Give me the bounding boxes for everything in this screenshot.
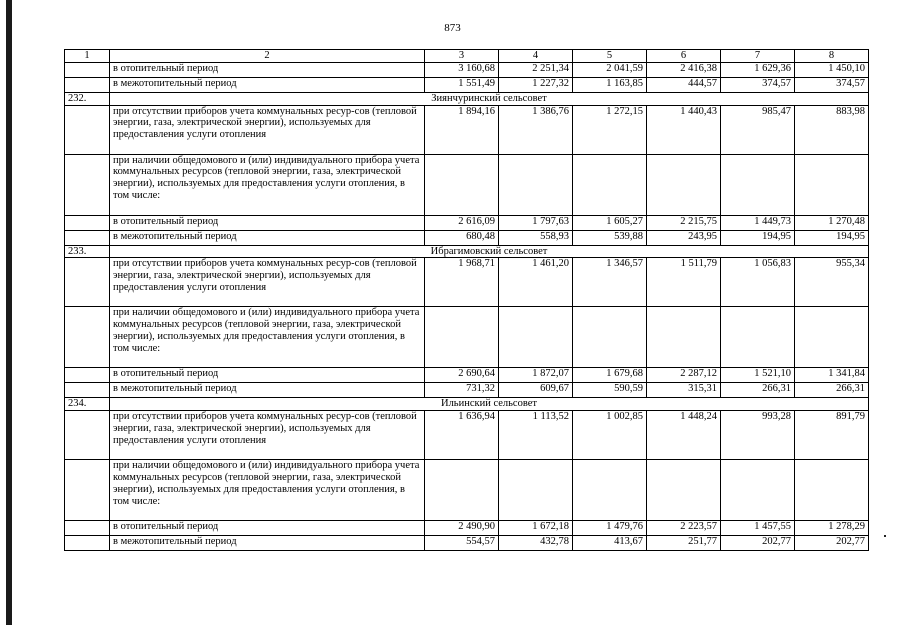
row-number bbox=[65, 411, 110, 460]
value-cell: 1 457,55 bbox=[721, 521, 795, 536]
value-cell: 955,34 bbox=[795, 258, 869, 307]
table-row bbox=[65, 460, 869, 521]
column-header: 8 bbox=[795, 50, 869, 63]
value-cell bbox=[647, 460, 721, 521]
column-header: 4 bbox=[499, 50, 573, 63]
value-cell: 1 272,15 bbox=[573, 105, 647, 154]
value-cell: 2 490,90 bbox=[425, 521, 499, 536]
value-cell: 1 672,18 bbox=[499, 521, 573, 536]
row-number bbox=[65, 460, 110, 521]
value-cell: 243,95 bbox=[647, 230, 721, 245]
row-description: в отопительный период bbox=[110, 521, 425, 536]
value-cell: 1 629,36 bbox=[721, 62, 795, 77]
value-cell: 1 636,94 bbox=[425, 411, 499, 460]
value-cell: 374,57 bbox=[721, 77, 795, 92]
row-number bbox=[65, 521, 110, 536]
row-number: 233. bbox=[65, 245, 110, 258]
column-number-row bbox=[65, 50, 869, 63]
table-row bbox=[65, 77, 869, 92]
value-cell: 731,32 bbox=[425, 383, 499, 398]
value-cell: 1 440,43 bbox=[647, 105, 721, 154]
value-cell: 202,77 bbox=[795, 536, 869, 551]
value-cell: 1 056,83 bbox=[721, 258, 795, 307]
value-cell: 590,59 bbox=[573, 383, 647, 398]
table-row bbox=[65, 105, 869, 154]
value-cell bbox=[647, 154, 721, 215]
table-row bbox=[65, 154, 869, 215]
value-cell bbox=[499, 307, 573, 368]
value-cell: 1 346,57 bbox=[573, 258, 647, 307]
row-number bbox=[65, 215, 110, 230]
value-cell: 1 450,10 bbox=[795, 62, 869, 77]
value-cell: 993,28 bbox=[721, 411, 795, 460]
value-cell bbox=[573, 307, 647, 368]
table-row bbox=[65, 368, 869, 383]
value-cell: 444,57 bbox=[647, 77, 721, 92]
value-cell: 1 270,48 bbox=[795, 215, 869, 230]
value-cell: 1 872,07 bbox=[499, 368, 573, 383]
value-cell: 680,48 bbox=[425, 230, 499, 245]
value-cell bbox=[647, 307, 721, 368]
row-description: при отсутствии приборов учета коммунальных ресур-сов (тепловой энергии, газа, электрической энергии), используемых для предоставления услуги отопления bbox=[110, 411, 425, 460]
value-cell: 1 521,10 bbox=[721, 368, 795, 383]
row-description: при наличии общедомового и (или) индивидуального прибора учета коммунальных ресурсов (тепловой энергии, газа, электрической энергии), используемых для предоставления услуги отопления, в том числе: bbox=[110, 307, 425, 368]
row-description: в межотопительный период bbox=[110, 230, 425, 245]
value-cell: 2 616,09 bbox=[425, 215, 499, 230]
table-row bbox=[65, 215, 869, 230]
value-cell: 1 227,32 bbox=[499, 77, 573, 92]
table-row bbox=[65, 521, 869, 536]
value-cell: 1 278,29 bbox=[795, 521, 869, 536]
value-cell: 1 511,79 bbox=[647, 258, 721, 307]
column-header: 6 bbox=[647, 50, 721, 63]
value-cell: 1 479,76 bbox=[573, 521, 647, 536]
value-cell: 1 968,71 bbox=[425, 258, 499, 307]
value-cell bbox=[425, 460, 499, 521]
value-cell bbox=[425, 307, 499, 368]
value-cell: 194,95 bbox=[795, 230, 869, 245]
table-row bbox=[65, 411, 869, 460]
value-cell: 883,98 bbox=[795, 105, 869, 154]
table-body bbox=[65, 62, 869, 550]
row-number: 232. bbox=[65, 92, 110, 105]
value-cell: 558,93 bbox=[499, 230, 573, 245]
binding-bar bbox=[6, 0, 12, 625]
value-cell: 1 163,85 bbox=[573, 77, 647, 92]
row-number bbox=[65, 62, 110, 77]
row-number bbox=[65, 77, 110, 92]
value-cell: 609,67 bbox=[499, 383, 573, 398]
value-cell bbox=[721, 307, 795, 368]
row-description: в отопительный период bbox=[110, 62, 425, 77]
value-cell: 1 448,24 bbox=[647, 411, 721, 460]
row-description: в межотопительный период bbox=[110, 536, 425, 551]
row-description: в межотопительный период bbox=[110, 383, 425, 398]
column-header: 7 bbox=[721, 50, 795, 63]
column-header: 5 bbox=[573, 50, 647, 63]
value-cell: 985,47 bbox=[721, 105, 795, 154]
value-cell bbox=[721, 154, 795, 215]
value-cell: 1 386,76 bbox=[499, 105, 573, 154]
value-cell: 194,95 bbox=[721, 230, 795, 245]
row-number bbox=[65, 307, 110, 368]
value-cell: 2 287,12 bbox=[647, 368, 721, 383]
value-cell bbox=[573, 460, 647, 521]
row-number bbox=[65, 230, 110, 245]
value-cell: 2 690,64 bbox=[425, 368, 499, 383]
row-number bbox=[65, 105, 110, 154]
value-cell: 2 416,38 bbox=[647, 62, 721, 77]
municipality-row bbox=[65, 92, 869, 105]
value-cell: 3 160,68 bbox=[425, 62, 499, 77]
value-cell: 1 679,68 bbox=[573, 368, 647, 383]
value-cell: 1 341,84 bbox=[795, 368, 869, 383]
value-cell: 1 894,16 bbox=[425, 105, 499, 154]
scan-speck bbox=[884, 535, 886, 537]
table-row bbox=[65, 383, 869, 398]
row-number bbox=[65, 258, 110, 307]
value-cell bbox=[499, 154, 573, 215]
row-description: при отсутствии приборов учета коммунальных ресур-сов (тепловой энергии, газа, электрической энергии), используемых для предоставления услуги отопления bbox=[110, 105, 425, 154]
value-cell: 266,31 bbox=[721, 383, 795, 398]
row-description: в межотопительный период bbox=[110, 77, 425, 92]
value-cell: 202,77 bbox=[721, 536, 795, 551]
value-cell: 891,79 bbox=[795, 411, 869, 460]
page-number: 873 bbox=[444, 22, 461, 34]
value-cell: 2 041,59 bbox=[573, 62, 647, 77]
municipality-name: Ильинский сельсовет bbox=[110, 398, 869, 411]
value-cell: 432,78 bbox=[499, 536, 573, 551]
value-cell: 1 797,63 bbox=[499, 215, 573, 230]
column-header: 1 bbox=[65, 50, 110, 63]
value-cell bbox=[573, 154, 647, 215]
value-cell: 251,77 bbox=[647, 536, 721, 551]
value-cell bbox=[795, 307, 869, 368]
value-cell bbox=[795, 154, 869, 215]
value-cell bbox=[721, 460, 795, 521]
municipality-name: Ибрагимовский сельсовет bbox=[110, 245, 869, 258]
row-description: при отсутствии приборов учета коммунальных ресур-сов (тепловой энергии, газа, электрической энергии), используемых для предоставления услуги отопления bbox=[110, 258, 425, 307]
row-description: в отопительный период bbox=[110, 215, 425, 230]
value-cell: 1 551,49 bbox=[425, 77, 499, 92]
value-cell: 1 002,85 bbox=[573, 411, 647, 460]
value-cell: 413,67 bbox=[573, 536, 647, 551]
row-number bbox=[65, 383, 110, 398]
value-cell: 266,31 bbox=[795, 383, 869, 398]
tariff-table bbox=[64, 49, 869, 551]
table-row bbox=[65, 536, 869, 551]
value-cell bbox=[795, 460, 869, 521]
value-cell: 1 605,27 bbox=[573, 215, 647, 230]
municipality-name: Зиянчуринский сельсовет bbox=[110, 92, 869, 105]
row-description: при наличии общедомового и (или) индивидуального прибора учета коммунальных ресурсов (тепловой энергии, газа, электрической энергии), используемых для предоставления услуги отопления, в том числе: bbox=[110, 154, 425, 215]
value-cell: 1 449,73 bbox=[721, 215, 795, 230]
row-description: в отопительный период bbox=[110, 368, 425, 383]
value-cell: 2 251,34 bbox=[499, 62, 573, 77]
value-cell: 539,88 bbox=[573, 230, 647, 245]
value-cell: 374,57 bbox=[795, 77, 869, 92]
table-row bbox=[65, 62, 869, 77]
value-cell: 1 113,52 bbox=[499, 411, 573, 460]
value-cell bbox=[425, 154, 499, 215]
column-header: 3 bbox=[425, 50, 499, 63]
value-cell: 2 215,75 bbox=[647, 215, 721, 230]
row-number bbox=[65, 536, 110, 551]
row-description: при наличии общедомового и (или) индивидуального прибора учета коммунальных ресурсов (тепловой энергии, газа, электрической энергии), используемых для предоставления услуги отопления, в том числе: bbox=[110, 460, 425, 521]
value-cell: 2 223,57 bbox=[647, 521, 721, 536]
table-row bbox=[65, 258, 869, 307]
table-row bbox=[65, 230, 869, 245]
value-cell: 1 461,20 bbox=[499, 258, 573, 307]
table-row bbox=[65, 307, 869, 368]
value-cell: 315,31 bbox=[647, 383, 721, 398]
value-cell bbox=[499, 460, 573, 521]
row-number: 234. bbox=[65, 398, 110, 411]
municipality-row bbox=[65, 398, 869, 411]
row-number bbox=[65, 368, 110, 383]
row-number bbox=[65, 154, 110, 215]
column-header: 2 bbox=[110, 50, 425, 63]
municipality-row bbox=[65, 245, 869, 258]
value-cell: 554,57 bbox=[425, 536, 499, 551]
